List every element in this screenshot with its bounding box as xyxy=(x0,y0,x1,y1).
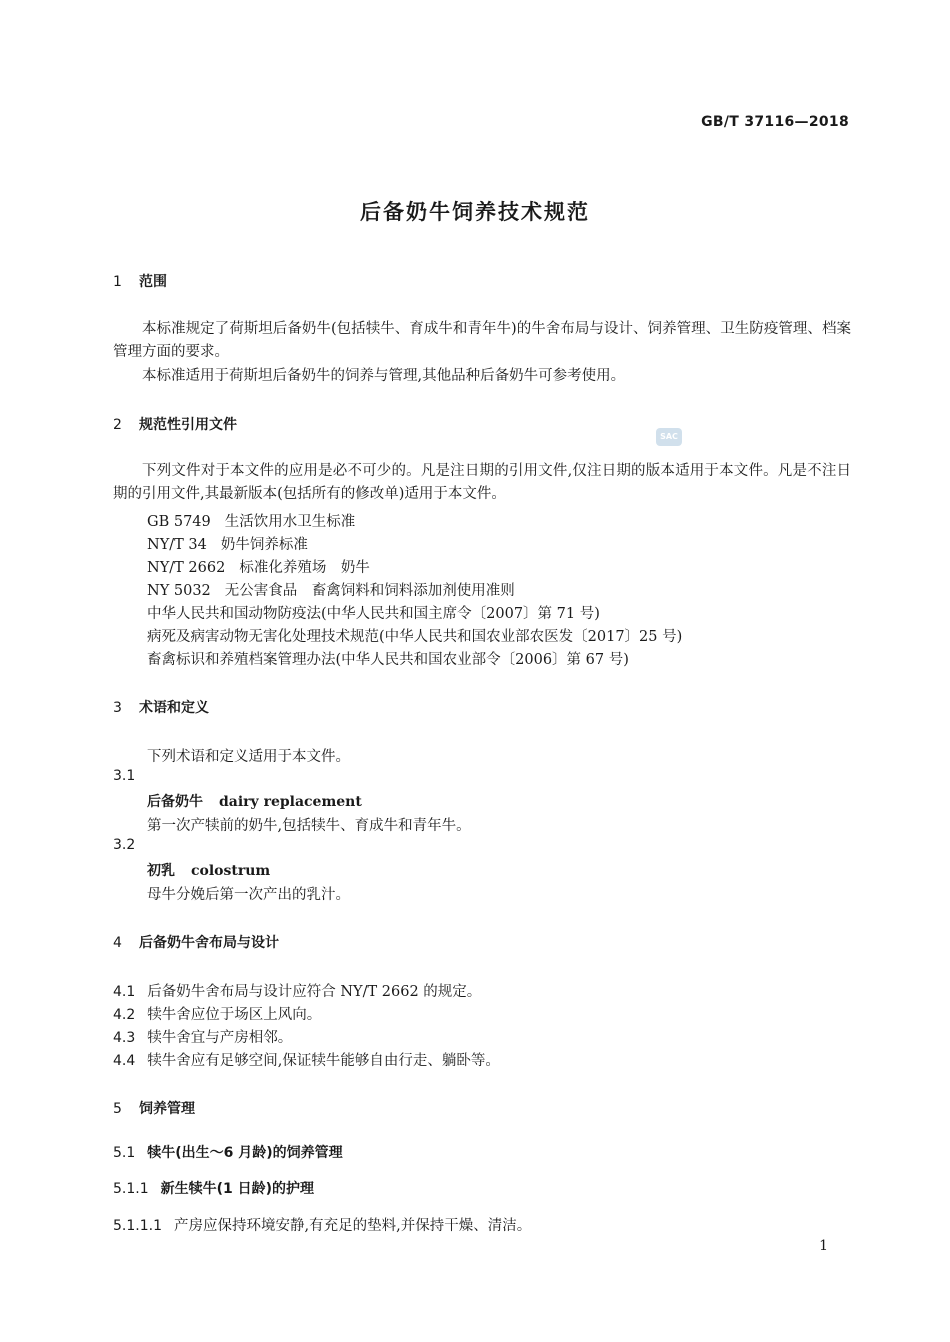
term-number: 3.1 xyxy=(113,768,136,784)
term-heading: 后备奶牛 dairy replacement xyxy=(147,794,362,810)
term-heading: 初乳 colostrum xyxy=(147,863,271,879)
law-reference-item: 中华人民共和国动物防疫法(中华人民共和国主席令〔2007〕第 71 号) xyxy=(147,606,600,622)
sac-watermark-logo: SAC xyxy=(656,428,682,446)
scope-paragraph-2: 本标准适用于荷斯坦后备奶牛的饲养与管理,其他品种后备奶牛可参考使用。 xyxy=(142,368,626,384)
terms-intro: 下列术语和定义适用于本文件。 xyxy=(147,749,350,765)
law-reference-item: 病死及病害动物无害化处理技术规范(中华人民共和国农业部农医发〔2017〕25 号) xyxy=(147,629,683,645)
section-heading-4: 4 后备奶牛舍布局与设计 xyxy=(113,935,279,951)
clause-item: 5.1.1.1 产房应保持环境安静,有充足的垫料,并保持干燥、清洁。 xyxy=(113,1218,532,1234)
document-title: 后备奶牛饲养技术规范 xyxy=(360,200,590,224)
reference-item: NY/T 2662 标准化养殖场 奶牛 xyxy=(147,560,370,576)
reference-item: NY 5032 无公害食品 畜禽饲料和饲料添加剂使用准则 xyxy=(147,583,515,599)
term-definition: 母牛分娩后第一次产出的乳汁。 xyxy=(147,887,350,903)
clause-item: 4.3 犊牛舍宜与产房相邻。 xyxy=(113,1030,293,1046)
scope-paragraph-1: 本标准规定了荷斯坦后备奶牛(包括犊牛、育成牛和青年牛)的牛舍布局与设计、饲养管理、卫生防疫管理、档案管理方面的要求。 xyxy=(113,321,851,360)
reference-item: NY/T 34 奶牛饲养标准 xyxy=(147,537,308,553)
normative-intro: 下列文件对于本文件的应用是必不可少的。凡是注日期的引用文件,仅注日期的版本适用于本文件。凡是不注日期的引用文件,其最新版本(包括所有的修改单)适用于本文件。 xyxy=(113,463,851,502)
subsection-heading-5-1: 5.1 犊牛(出生～6 月龄)的饲养管理 xyxy=(113,1145,343,1161)
clause-item: 4.1 后备奶牛舍布局与设计应符合 NY/T 2662 的规定。 xyxy=(113,984,482,1000)
section-heading-2: 2 规范性引用文件 xyxy=(113,417,237,433)
law-reference-item: 畜禽标识和养殖档案管理办法(中华人民共和国农业部令〔2006〕第 67 号) xyxy=(147,652,629,668)
page-number: 1 xyxy=(819,1238,828,1254)
section-heading-3: 3 术语和定义 xyxy=(113,700,209,716)
section-heading-1: 1 范围 xyxy=(113,274,167,290)
clause-item: 4.4 犊牛舍应有足够空间,保证犊牛能够自由行走、躺卧等。 xyxy=(113,1053,500,1069)
term-definition: 第一次产犊前的奶牛,包括犊牛、育成牛和青年牛。 xyxy=(147,818,471,834)
reference-item: GB 5749 生活饮用水卫生标准 xyxy=(147,514,356,530)
standard-code: GB/T 37116—2018 xyxy=(701,114,849,130)
section-heading-5: 5 饲养管理 xyxy=(113,1101,195,1117)
term-number: 3.2 xyxy=(113,837,136,853)
subsection-heading-5-1-1: 5.1.1 新生犊牛(1 日龄)的护理 xyxy=(113,1181,315,1197)
clause-item: 4.2 犊牛舍应位于场区上风向。 xyxy=(113,1007,322,1023)
